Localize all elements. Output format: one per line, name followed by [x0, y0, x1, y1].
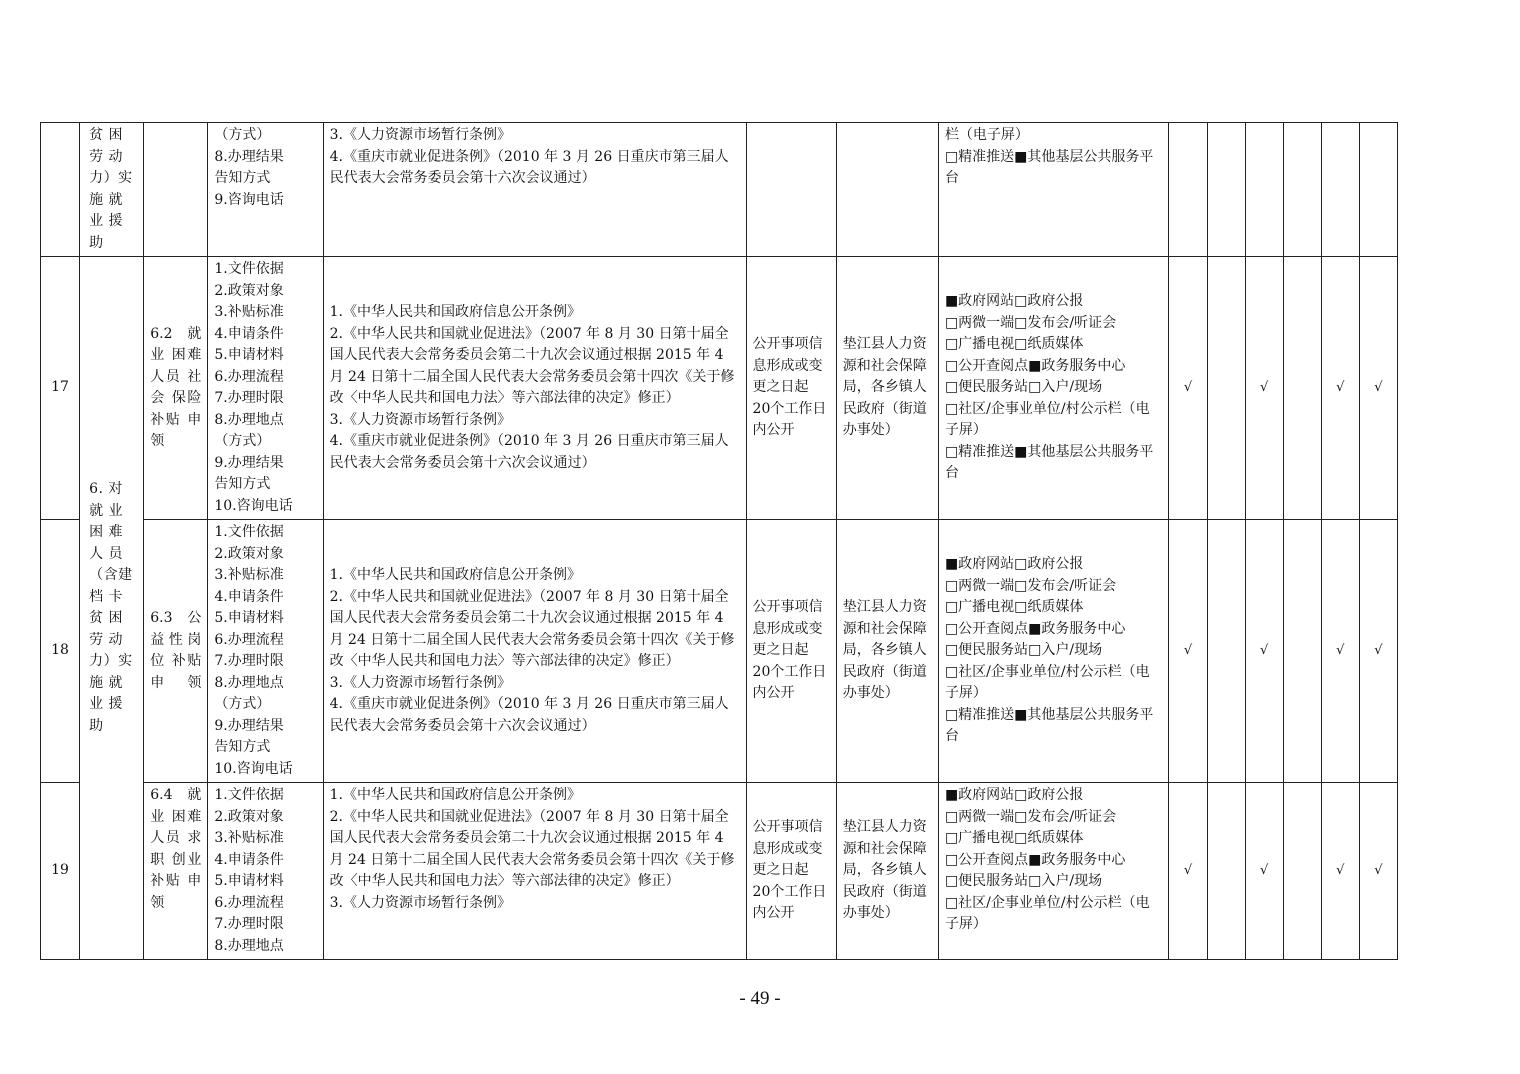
table-row — [41, 783, 1398, 960]
check-cell: √ — [1321, 783, 1359, 960]
check-cell: √ — [1245, 520, 1283, 783]
check-cell — [1283, 257, 1321, 520]
table-row — [41, 520, 1398, 783]
check-cell: √ — [1169, 520, 1207, 783]
channels-cell: 栏（电子屏） □精准推送■其他基层公共服务平台 — [938, 123, 1169, 257]
check-cell: √ — [1321, 257, 1359, 520]
check-cell: √ — [1359, 520, 1397, 783]
subject-cell: 垫江县人力资源和社会保障局，各乡镇人民政府（街道办事处） — [836, 783, 938, 960]
content-cell: 1.文件依据 2.政策对象 3.补贴标准 4.申请条件 5.申请材料 6.办理流程 7.办理时限 8.办理地点 — [208, 783, 323, 960]
channels-cell: ■政府网站□政府公报 □两微一端□发布会/听证会 □广播电视□纸质媒体 □公开查阅点■政务服务中心 □便民服务站□入户/现场 □社区/企事业单位/村公示栏（电子屏） □精准推送■其他基层公共服务平台 — [938, 520, 1169, 783]
subitem-cell: 6.2 就业 困难 人员 社会 保险 补贴 申领 — [144, 257, 208, 520]
check-cell: √ — [1245, 783, 1283, 960]
page-number: - 49 - — [739, 988, 781, 1009]
subitem-cell: 6.3 公益 性 岗位 补贴 申领 — [144, 520, 208, 783]
time-cell — [746, 123, 836, 257]
subject-cell: 垫江县人力资源和社会保障局，各乡镇人民政府（街道办事处） — [836, 257, 938, 520]
check-cell: √ — [1359, 257, 1397, 520]
basis-cell: 1.《中华人民共和国政府信息公开条例》 2.《中华人民共和国就业促进法》（2007 年 8 月 30 日第十届全国人民代表大会常务委员会第二十九次会议通过根据 2015 年 4 月 24 日第十二届全国人民代表大会常务委员会第十四次《关于修改〈中华人民共和国电力法〉等六部法律的决定》修正） 3.《人力资源市场暂行条例》 — [323, 783, 746, 960]
check-cell: √ — [1321, 520, 1359, 783]
check-cell — [1283, 783, 1321, 960]
public-affairs-table — [40, 122, 1398, 960]
check-cell — [1321, 123, 1359, 257]
check-cell: √ — [1169, 783, 1207, 960]
basis-cell: 1.《中华人民共和国政府信息公开条例》 2.《中华人民共和国就业促进法》（2007 年 8 月 30 日第十届全国人民代表大会常务委员会第二十九次会议通过根据 2015 年 4 月 24 日第十二届全国人民代表大会常务委员会第十四次《关于修改〈中华人民共和国电力法〉等六部法律的决定》修正） 3.《人力资源市场暂行条例》 4.《重庆市就业促进条例》（2010 年 3 月 26 日重庆市第三届人民代表大会常务委员会第十六次会议通过） — [323, 520, 746, 783]
check-cell — [1207, 257, 1245, 520]
check-cell — [1207, 520, 1245, 783]
check-cell — [1207, 783, 1245, 960]
check-cell — [1359, 123, 1397, 257]
category-cell: 贫 困 劳 动 力）实 施 就 业 援 助 — [80, 123, 144, 257]
subitem-cell: 6.4 就业 困难 人员 求职 创业 补贴 申领 — [144, 783, 208, 960]
row-number — [41, 123, 80, 257]
check-cell — [1245, 123, 1283, 257]
time-cell: 公开事项信息形成或变更之日起 20个工作日内公开 — [746, 257, 836, 520]
content-cell: （方式） 8.办理结果 告知方式 9.咨询电话 — [208, 123, 323, 257]
check-cell: √ — [1169, 257, 1207, 520]
content-cell: 1.文件依据 2.政策对象 3.补贴标准 4.申请条件 5.申请材料 6.办理流程 7.办理时限 8.办理地点 （方式） 9.办理结果 告知方式 10.咨询电话 — [208, 257, 323, 520]
basis-cell: 1.《中华人民共和国政府信息公开条例》 2.《中华人民共和国就业促进法》（2007 年 8 月 30 日第十届全国人民代表大会常务委员会第二十九次会议通过根据 2015 年 4 月 24 日第十二届全国人民代表大会常务委员会第十四次《关于修改〈中华人民共和国电力法〉等六部法律的决定》修正） 3.《人力资源市场暂行条例》 4.《重庆市就业促进条例》（2010 年 3 月 26 日重庆市第三届人民代表大会常务委员会第十六次会议通过） — [323, 257, 746, 520]
subject-cell — [836, 123, 938, 257]
check-cell: √ — [1359, 783, 1397, 960]
check-cell — [1207, 123, 1245, 257]
check-cell — [1283, 520, 1321, 783]
subject-cell: 垫江县人力资源和社会保障局，各乡镇人民政府（街道办事处） — [836, 520, 938, 783]
subitem-cell — [144, 123, 208, 257]
row-number: 18 — [41, 520, 80, 783]
check-cell — [1169, 123, 1207, 257]
time-cell: 公开事项信息形成或变更之日起 20个工作日内公开 — [746, 520, 836, 783]
channels-cell: ■政府网站□政府公报 □两微一端□发布会/听证会 □广播电视□纸质媒体 □公开查阅点■政务服务中心 □便民服务站□入户/现场 □社区/企事业单位/村公示栏（电子屏） □精准推送■其他基层公共服务平台 — [938, 257, 1169, 520]
row-number: 19 — [41, 783, 80, 960]
category-cell: 6. 对就 业困 难人 员（含建档 卡贫 困劳 动力）实施 就业 援助 — [80, 257, 144, 960]
basis-cell: 3.《人力资源市场暂行条例》 4.《重庆市就业促进条例》（2010 年 3 月 26 日重庆市第三届人民代表大会常务委员会第十六次会议通过） — [323, 123, 746, 257]
check-cell: √ — [1245, 257, 1283, 520]
channels-cell: ■政府网站□政府公报 □两微一端□发布会/听证会 □广播电视□纸质媒体 □公开查阅点■政务服务中心 □便民服务站□入户/现场 □社区/企事业单位/村公示栏（电子屏） — [938, 783, 1169, 960]
time-cell: 公开事项信息形成或变更之日起 20个工作日内公开 — [746, 783, 836, 960]
table-row — [41, 123, 1398, 257]
content-cell: 1.文件依据 2.政策对象 3.补贴标准 4.申请条件 5.申请材料 6.办理流程 7.办理时限 8.办理地点 （方式） 9.办理结果 告知方式 10.咨询电话 — [208, 520, 323, 783]
table-row — [41, 257, 1398, 520]
row-number: 17 — [41, 257, 80, 520]
check-cell — [1283, 123, 1321, 257]
